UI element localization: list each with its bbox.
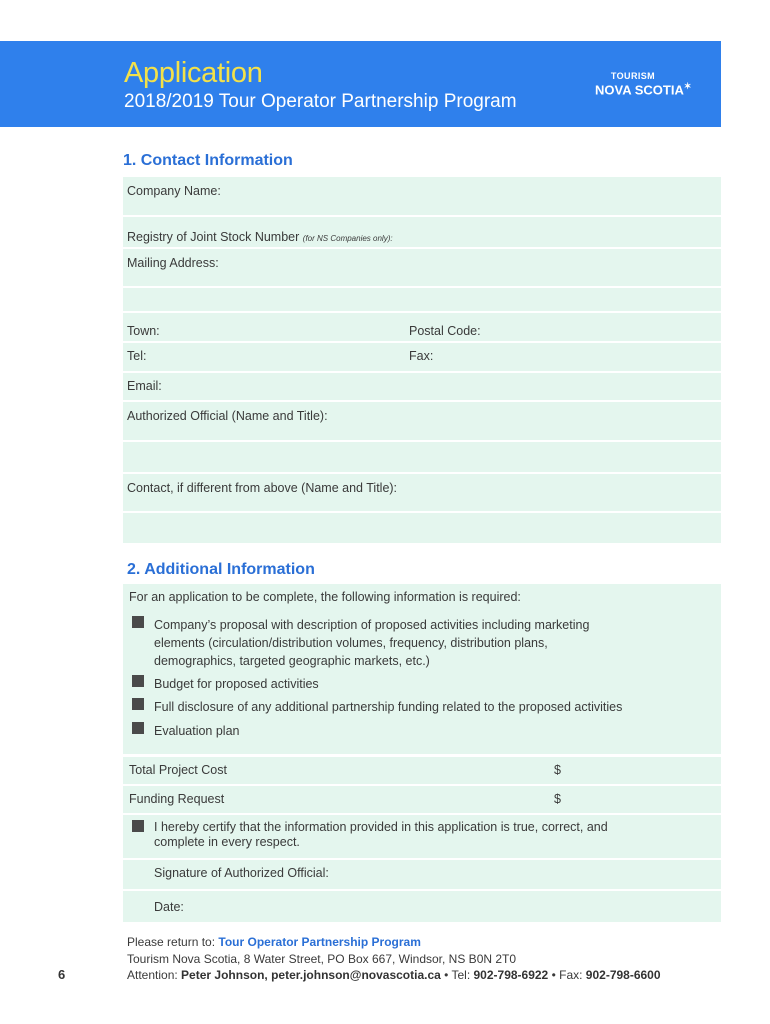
certify-line-1: I hereby certify that the information provided in this application is true, correct, and [154,820,608,834]
divider [123,511,721,513]
company-name-field[interactable] [123,177,721,247]
page-title: Application [124,57,263,89]
checkbox-square-icon[interactable] [132,698,144,710]
divider [123,440,721,442]
divider [123,311,721,313]
dollar-sign: $ [554,763,561,777]
checkbox-square-icon[interactable] [132,820,144,832]
requirement-item: Company’s proposal with description of proposed activities including marketing [154,618,590,632]
requirements-intro: For an application to be complete, the following information is required: [129,590,521,604]
program-name: Tour Operator Partnership Program [218,935,421,949]
checkbox-square-icon[interactable] [132,722,144,734]
postal-code-label: Postal Code: [409,324,481,338]
town-label: Town: [127,324,160,338]
requirement-item: Full disclosure of any additional partnership funding related to the proposed activities [154,700,623,714]
requirement-item: Budget for proposed activities [154,677,319,691]
dollar-sign: $ [554,792,561,806]
bird-icon: ✶ [683,81,692,91]
attention-contact[interactable]: Peter Johnson, peter.johnson@novascotia.ca [181,968,441,982]
mailing-address-field[interactable] [123,249,721,341]
header-banner [0,41,721,127]
certification-box [123,815,721,922]
section-additional-heading: 2. Additional Information [127,561,315,578]
address-line: Tourism Nova Scotia, 8 Water Street, PO Box 667, Windsor, NS B0N 2T0 [127,952,517,966]
requirement-item: demographics, targeted geographic markets, etc.) [154,654,430,668]
divider [123,215,721,217]
requirements-box [123,584,721,754]
page-subtitle: 2018/2019 Tour Operator Partnership Program [124,91,517,112]
contact-label: Contact, if different from above (Name and Title): [127,481,398,495]
divider [123,286,721,288]
email-label: Email: [127,379,162,393]
divider [123,858,721,860]
logo-big-text: NOVA SCOTIA [595,82,684,98]
checkbox-square-icon[interactable] [132,616,144,628]
tel-label: Tel: [127,349,147,363]
tel-number: 902-798-6922 [473,968,549,982]
fax-label: Fax: [409,349,434,363]
total-project-cost-field[interactable] [123,757,721,784]
contact-field[interactable] [123,474,721,543]
logo-small-text: TOURISM [610,71,656,81]
certify-line-2: complete in every respect. [154,835,300,849]
requirement-item: elements (circulation/distribution volumes, frequency, distribution plans, [154,636,548,650]
authorized-official-field[interactable] [123,402,721,472]
tourism-nova-scotia-logo [595,71,705,97]
requirement-item: Evaluation plan [154,724,240,738]
total-project-cost-label: Total Project Cost [129,763,227,777]
date-label[interactable]: Date: [154,900,184,914]
signature-label[interactable]: Signature of Authorized Official: [154,866,329,880]
registry-note: (for NS Companies only): [302,234,393,243]
funding-request-label: Funding Request [129,792,225,806]
return-line: Please return to: Tour Operator Partnership Program [127,935,421,949]
checkbox-square-icon[interactable] [132,675,144,687]
authorized-official-label: Authorized Official (Name and Title): [127,409,328,423]
page-number: 6 [58,967,66,982]
funding-request-field[interactable] [123,786,721,813]
registry-label: Registry of Joint Stock Number (for NS Companies only): [127,230,393,244]
email-field[interactable] [123,373,721,400]
tel-fax-field[interactable] [123,343,721,371]
company-name-label: Company Name: [127,184,221,198]
attention-line: Attention: Peter Johnson, peter.johnson@novascotia.ca • Tel: 902-798-6922 • Fax: 902-798-6600 [127,968,661,982]
section-contact-heading: 1. Contact Information [123,152,293,169]
mailing-address-label: Mailing Address: [127,256,219,270]
divider [123,889,721,891]
fax-number: 902-798-6600 [585,968,661,982]
